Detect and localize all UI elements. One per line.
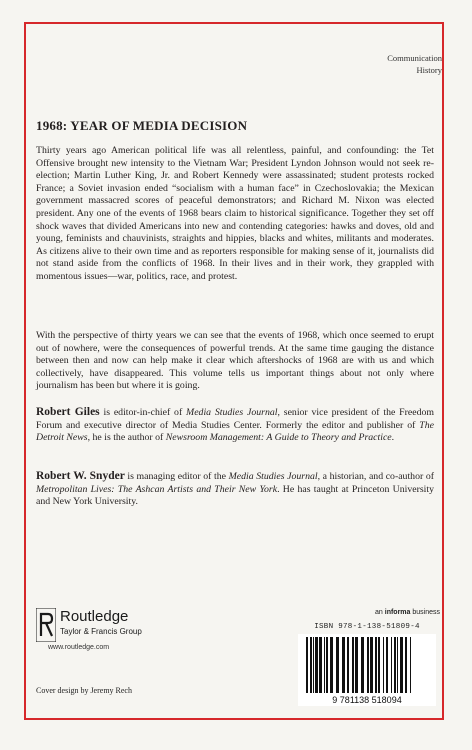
routledge-logo-icon — [36, 608, 56, 642]
author-name: Robert Giles — [36, 406, 100, 418]
bio-italic-title: The Detroit News — [36, 419, 434, 444]
bio-text: . He has taught at Princeton University and New York University. — [36, 483, 435, 508]
barcode-bar — [386, 637, 388, 693]
subject-line-2: History — [416, 65, 442, 75]
cover-design-credit: Cover design by Jeremy Rech — [36, 686, 132, 695]
barcode-bar — [405, 637, 407, 693]
bio-text: is editor-in-chief of — [99, 407, 187, 418]
barcode-bar — [330, 637, 333, 693]
barcode-bar — [336, 637, 339, 693]
bio-italic-title: Metropolitan Lives: The Ashcan Artists and Their New York — [36, 483, 278, 495]
bio-text: is managing editor of the — [124, 471, 229, 482]
publisher-url: www.routledge.com — [48, 644, 110, 651]
subject-category — [387, 52, 442, 76]
author-bio-giles — [36, 406, 434, 445]
subject-line-1: Communication — [387, 53, 442, 63]
bio-text: , a historian, and co-author of — [317, 471, 435, 482]
barcode-bar — [352, 637, 354, 693]
barcode-bar — [313, 637, 314, 693]
barcode-bar — [397, 637, 398, 693]
barcode-bar — [315, 637, 318, 693]
barcode-bar — [383, 637, 384, 693]
isbn-text: ISBN 978-1-138-51809-4 — [314, 623, 420, 631]
author-name: Robert W. Snyder — [36, 470, 125, 482]
barcode-bar — [391, 637, 392, 693]
bio-italic-title: Media Studies Journal — [186, 407, 278, 418]
barcode-bar — [367, 637, 369, 693]
barcode-bar — [347, 637, 349, 693]
bio-italic-title: Media Studies Journal — [228, 471, 318, 482]
barcode-bar — [319, 637, 322, 693]
barcode-bar — [324, 637, 325, 693]
informa-tagline — [375, 609, 440, 616]
publisher-group: Taylor & Francis Group — [60, 627, 142, 636]
publisher-name: Routledge — [60, 608, 129, 625]
barcode-bar — [400, 637, 403, 693]
barcode-bar — [326, 637, 328, 693]
barcode-bar — [394, 637, 396, 693]
bio-text: . — [391, 432, 395, 444]
barcode-bar — [361, 637, 364, 693]
bio-italic-title: Newsroom Management: A Guide to Theory and Practice — [165, 432, 392, 444]
barcode-bar — [410, 637, 411, 693]
informa-prefix: an — [375, 609, 385, 616]
informa-suffix: business — [410, 609, 440, 616]
barcode-bar — [306, 637, 308, 693]
barcode-bar — [375, 637, 377, 693]
barcode — [298, 634, 436, 706]
description-paragraph-1: Thirty years ago American political life was all relentless, painful, and confounding: the Tet Offensive brought new intensity to the Vietnam War; President Lyndon Johnson would not seek re-election; Martin Luther King, Jr. and Robert Kennedy were assassinated; student protests rocked France; a Soviet invasion ended “socialism with a human face” in Czechoslovakia; the Mexican government massacred scores of peaceful demonstrators; and Richard M. Nixon was elected president. Any one of the events of 1968 bears claim to historical significance. Together they set off shock waves that divided Americans into new and contending categories: hawks and doves, old and young, feminists and chauvinists, straights and hippies, blacks and whites, militants and moderates. As citizens alive to their own time and as reporters responsible for making sense of it, journalists did not stand aside from the conflicts of 1968. In their lives and in their work, they grappled with momentous issues—war, politics, race, and protest. — [36, 145, 434, 282]
description-paragraph-2: With the perspective of thirty years we can see that the events of 1968, which once seemed to erupt out of nowhere, were the consequences of powerful trends. At the same time gauging the distance between then and now can help make it clear which aftershocks of 1968 are with us and which collectively, have disappeared. This volume tells us important things about not only where journalism has been but where it is going. — [36, 330, 434, 392]
barcode-bar — [310, 637, 312, 693]
bio-text: , he is the author of — [87, 432, 166, 444]
barcode-bar — [370, 637, 373, 693]
barcode-digits: 9 781138 518094 — [332, 695, 402, 705]
barcode-bar — [342, 637, 345, 693]
barcode-bar — [378, 637, 380, 693]
book-title: 1968: YEAR OF MEDIA DECISION — [36, 118, 248, 133]
author-bio-snyder — [36, 470, 434, 509]
informa-bold: informa — [384, 609, 411, 616]
bio-text: , senior vice president of the Freedom Forum and executive director of Media Studies Center. Formerly the editor and publisher of — [36, 407, 434, 431]
barcode-bar — [355, 637, 358, 693]
